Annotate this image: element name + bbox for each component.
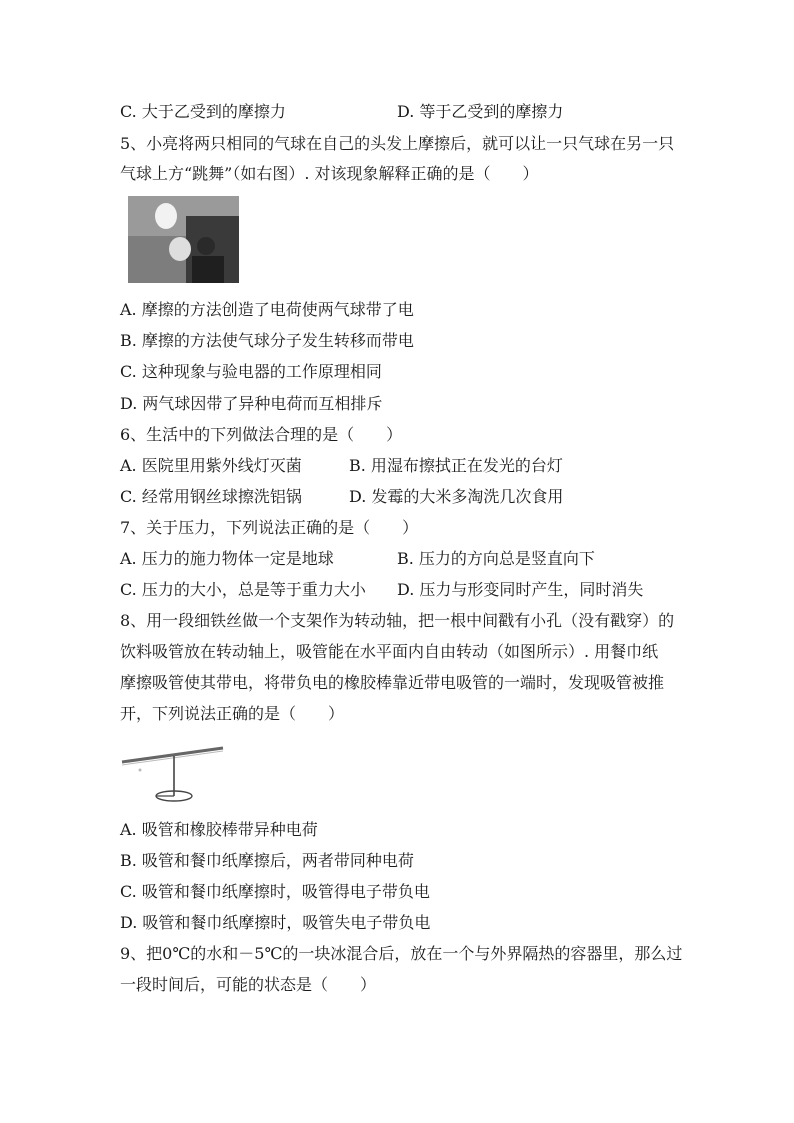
q9-stem-line2: 一段时间后，可能的状态是（ ） bbox=[120, 975, 377, 994]
q7-option-b: B. 压力的方向总是竖直向下 bbox=[397, 549, 595, 568]
q5-option-a: A. 摩擦的方法创造了电荷使两气球带了电 bbox=[120, 300, 414, 319]
q8-stem-line2: 饮料吸管放在转动轴上，吸管能在水平面内自由转动（如图所示）. 用餐巾纸 bbox=[120, 642, 659, 661]
balloon-photo bbox=[128, 196, 239, 283]
q5-stem-line2: 气球上方“跳舞”（如右图）. 对该现象解释正确的是（ ） bbox=[120, 164, 539, 183]
q5-option-c: C. 这种现象与验电器的工作原理相同 bbox=[120, 362, 382, 381]
q6-option-a: A. 医院里用紫外线灯灭菌 bbox=[120, 456, 302, 475]
q7-option-a: A. 压力的施力物体一定是地球 bbox=[120, 549, 334, 568]
q9-stem-line1: 9、把0℃的水和－5℃的一块冰混合后，放在一个与外界隔热的容器里，那么过 bbox=[120, 944, 683, 963]
straw-pivot-illustration bbox=[120, 742, 230, 804]
q7-stem: 7、关于压力，下列说法正确的是（ ） bbox=[120, 518, 419, 537]
q8-stem-line3: 摩擦吸管使其带电，将带负电的橡胶棒靠近带电吸管的一端时，发现吸管被推 bbox=[120, 673, 665, 692]
q8-option-a: A. 吸管和橡胶棒带异种电荷 bbox=[120, 820, 318, 839]
balloon-photo-illustration bbox=[128, 196, 239, 283]
q6-option-d: D. 发霉的大米多淘洗几次食用 bbox=[349, 487, 564, 506]
q5-option-b: B. 摩擦的方法使气球分子发生转移而带电 bbox=[120, 331, 414, 350]
q8-stem-line4: 开，下列说法正确的是（ ） bbox=[120, 704, 345, 723]
q4-option-d: D. 等于乙受到的摩擦力 bbox=[397, 102, 564, 121]
q8-option-d: D. 吸管和餐巾纸摩擦时，吸管失电子带负电 bbox=[120, 913, 431, 932]
q7-option-c: C. 压力的大小，总是等于重力大小 bbox=[120, 580, 366, 599]
q6-option-c: C. 经常用钢丝球擦洗铝锅 bbox=[120, 487, 302, 506]
q6-stem: 6、生活中的下列做法合理的是（ ） bbox=[120, 425, 403, 444]
q8-stem-line1: 8、用一段细铁丝做一个支架作为转动轴，把一根中间戳有小孔（没有戳穿）的 bbox=[120, 611, 675, 630]
q5-option-d: D. 两气球因带了异种电荷而互相排斥 bbox=[120, 394, 383, 413]
q4-option-c: C. 大于乙受到的摩擦力 bbox=[120, 102, 286, 121]
q8-option-b: B. 吸管和餐巾纸摩擦后，两者带同种电荷 bbox=[120, 851, 414, 870]
q6-option-b: B. 用湿布擦拭正在发光的台灯 bbox=[349, 456, 563, 475]
straw-pivot-figure bbox=[120, 742, 230, 804]
q7-option-d: D. 压力与形变同时产生，同时消失 bbox=[397, 580, 644, 599]
q5-stem-line1: 5、小亮将两只相同的气球在自己的头发上摩擦后，就可以让一只气球在另一只 bbox=[120, 134, 675, 153]
q8-option-c: C. 吸管和餐巾纸摩擦时，吸管得电子带负电 bbox=[120, 882, 430, 901]
